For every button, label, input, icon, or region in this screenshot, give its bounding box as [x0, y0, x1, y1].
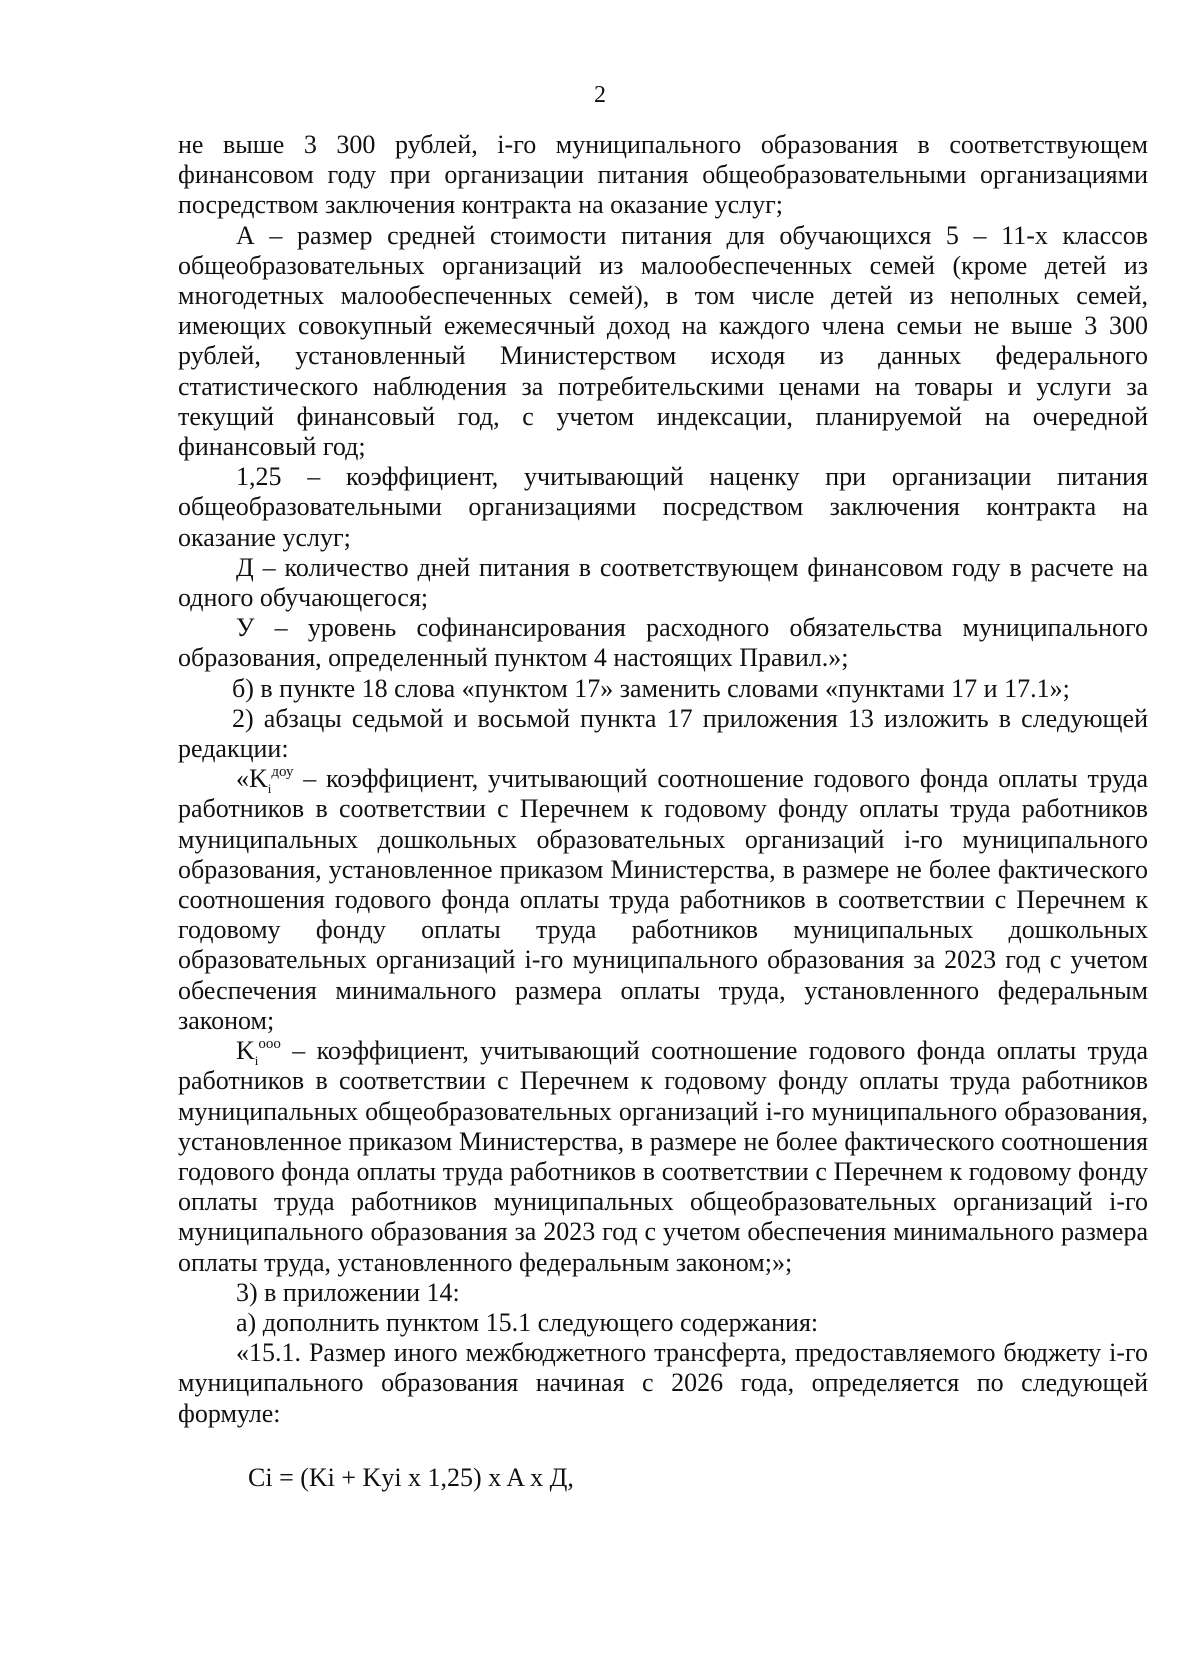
symbol-subscript: i [267, 781, 272, 797]
paragraph-definition-a: А – размер средней стоимости питания для обучающихся 5 – 11-х классов общеобразовательных организаций из малообеспеченных семей (кроме детей из многодетных малообеспеченных семей), в том числе детей из неполных семей, имеющих совокупный ежемесячный доход на каждого члена семьи не выше 3 300 рублей, установленный Министерством исходя из данных федерального статистического наблюдения за потребительскими ценами на товары и услуги за текущий финансовый год, с учетом индексации, планируемой на очередной финансовый год; [178, 220, 1148, 462]
paragraph-item-b: б) в пункте 18 слова «пунктом 17» заменить словами «пунктами 17 и 17.1»; [232, 673, 1070, 703]
paragraph-definition-d: Д – количество дней питания в соответствующем финансовом году в расчете на одного обучающегося; [178, 552, 1148, 613]
paragraph-definition-coefficient: 1,25 – коэффициент, учитывающий наценку при организации питания общеобразовательными организациями посредством заключения контракта на оказание услуг; [178, 462, 1148, 552]
paragraph-item-a: а) дополнить пунктом 15.1 следующего содержания: [236, 1307, 819, 1337]
definition-text: – коэффициент, учитывающий соотношение годового фонда оплаты труда работников в соответствии с Перечнем к годовому фонду оплаты труда работников муниципальных общеобразовательных организаций i-го муниципального образования, установленное приказом Министерства, в размере не более фактического соотношения годового фонда оплаты труда работников в соответствии с Перечнем к годовому фонду оплаты труда работников муниципальных общеобразовательных организаций i-го муниципального образования за 2023 год с учетом обеспечения минимального размера оплаты труда, установленного федеральным законом;»; [178, 1036, 1148, 1277]
paragraph-definition-k-ooo [178, 1036, 1148, 1278]
symbol-k: «K [236, 764, 268, 794]
paragraph-definition-k-dou [178, 764, 1148, 1036]
document-body [178, 130, 1148, 1493]
symbol-superscript: доу [271, 764, 294, 781]
paragraph-definition-u: У – уровень софинансирования расходного обязательства муниципального образования, определенный пунктом 4 настоящих Правил.»; [178, 613, 1148, 673]
paragraph-item-15-1: «15.1. Размер иного межбюджетного трансферта, предоставляемого бюджету i-го муниципального образования начиная с 2026 года, определяется по следующей формуле: [178, 1338, 1148, 1428]
symbol-superscript: ооо [258, 1036, 281, 1053]
paragraph-item-2: 2) абзацы седьмой и восьмой пункта 17 приложения 13 изложить в следующей редакции: [178, 703, 1148, 764]
paragraph-continuation: не выше 3 300 рублей, i-го муниципального образования в соответствующем финансовом году при организации питания общеобразовательными организациями посредством заключения контракта на оказание услуг; [178, 130, 1148, 220]
paragraph-item-3: 3) в приложении 14: [236, 1277, 460, 1307]
symbol-subscript: i [254, 1053, 259, 1069]
definition-text: – коэффициент, учитывающий соотношение годового фонда оплаты труда работников в соответствии с Перечнем к годовому фонду оплаты труда работников муниципальных дошкольных образовательных организаций i-го муниципального образования, установленное приказом Министерства, в размере не более фактического соотношения годового фонда оплаты труда работников в соответствии с Перечнем к годовому фонду оплаты труда работников муниципальных дошкольных образовательных организаций i-го муниципального образования за 2023 год с учетом обеспечения минимального размера оплаты труда, установленного федеральным законом; [178, 764, 1148, 1035]
page-number: 2 [594, 82, 606, 108]
formula: Ci = (Ki + Kyi x 1,25) x A x Д, [248, 1462, 574, 1492]
symbol-k: K [236, 1036, 255, 1066]
